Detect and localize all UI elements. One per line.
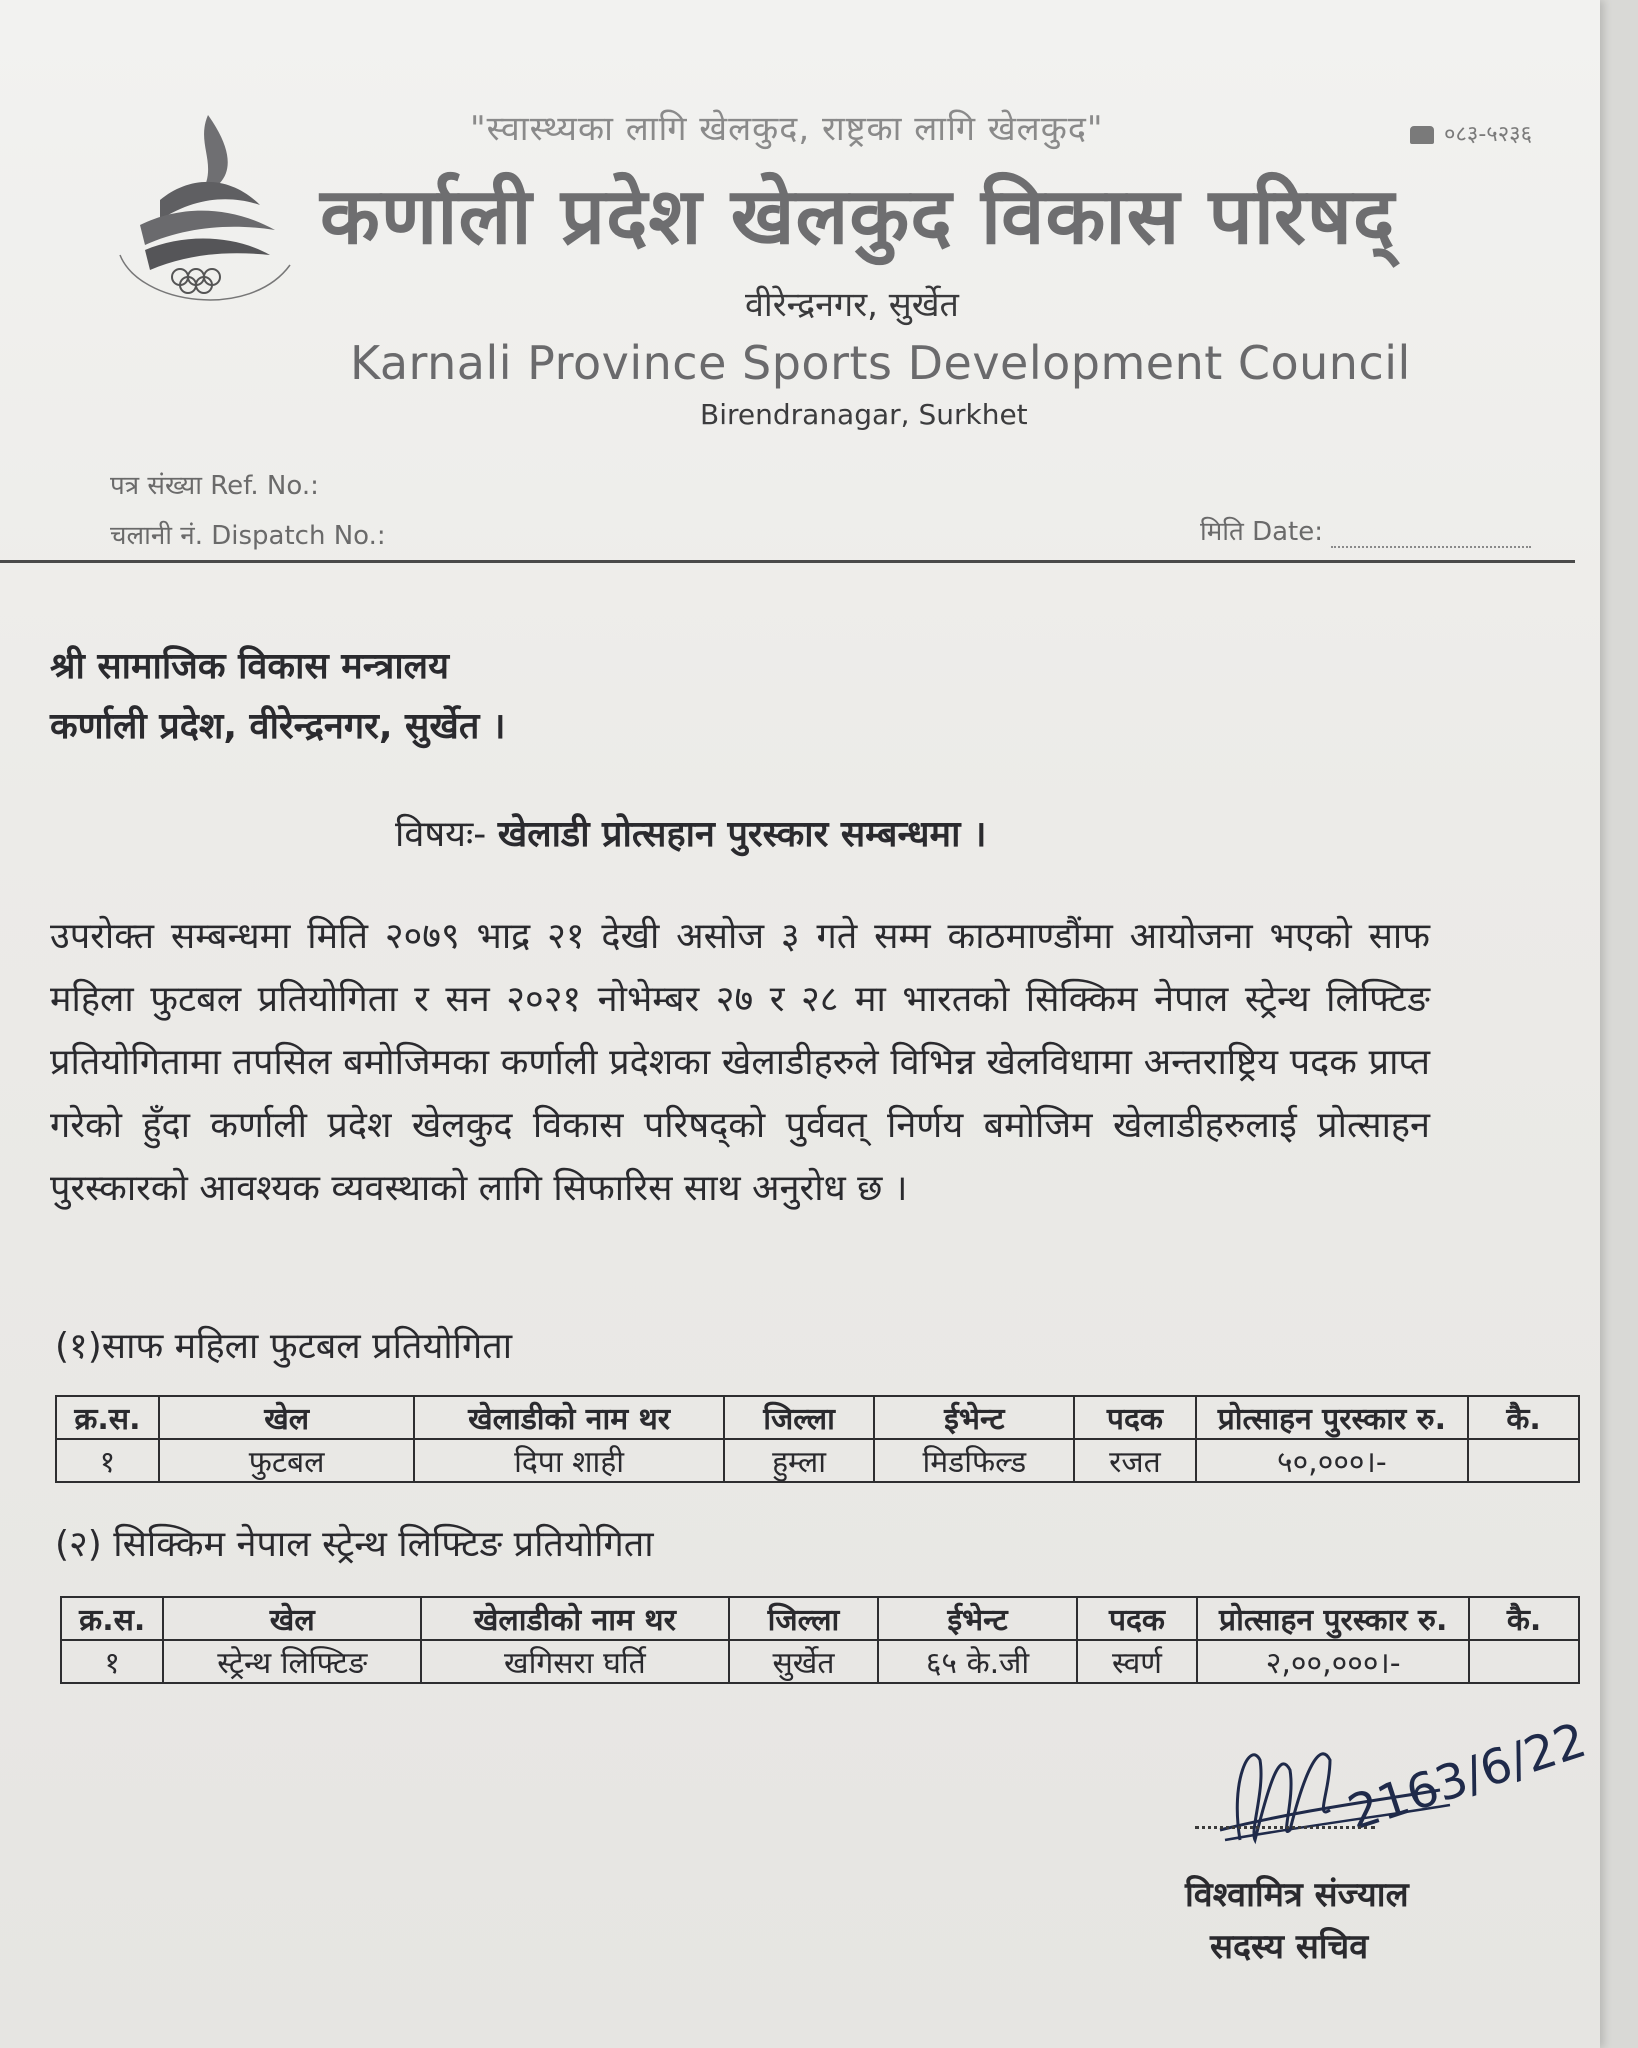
- signature-line: [1195, 1826, 1375, 1829]
- handwritten-signature: [1180, 1690, 1600, 1880]
- section-2-title: (२) सिक्किम नेपाल स्ट्रेन्थ लिफ्टिङ प्रतियोगिता: [55, 1524, 654, 1565]
- motto: "स्वास्थ्यका लागि खेलकुद, राष्ट्रका लागि खेलकुद": [470, 109, 1104, 149]
- org-name-english: Karnali Province Sports Development Council: [350, 336, 1411, 390]
- col-player: खेलाडीको नाम थर: [414, 1396, 723, 1439]
- cell-medal: रजत: [1074, 1439, 1195, 1482]
- col-sn: क्र.स.: [61, 1597, 163, 1640]
- table-row: [56, 1439, 1579, 1482]
- city-english: Birendranagar, Surkhet: [700, 398, 1028, 431]
- date-field: [1200, 512, 1531, 548]
- col-event: ईभेन्ट: [878, 1597, 1076, 1640]
- cell-district: सुर्खेत: [729, 1640, 879, 1683]
- col-reward: प्रोत्साहन पुरस्कार रु.: [1197, 1597, 1469, 1640]
- date-blank: [1331, 524, 1531, 548]
- col-remarks: कै.: [1469, 1597, 1579, 1640]
- cell-sn: १: [61, 1640, 163, 1683]
- cell-reward: २,००,०००।-: [1197, 1640, 1469, 1683]
- body-paragraph: उपरोक्त सम्बन्धमा मिति २०७९ भाद्र २१ देखी असोज ३ गते सम्म काठमाण्डौंमा आयोजना भएको साफ महिला फुटबल प्रतियोगिता र सन २०२१ नोभेम्बर २७ र २८ मा भारतको सिक्किम नेपाल स्ट्रेन्थ लिफ्टिङ प्रतियोगितामा तपसिल बमोजिमका कर्णाली प्रदेशका खेलाडीहरुले विभिन्न खेलविधामा अन्तराष्ट्रिय पदक प्राप्त गरेको हुँदा कर्णाली प्रदेश खेलकुद विकास परिषद्को पुर्ववत् निर्णय बमोजिम खेलाडीहरुलाई प्रोत्साहन पुरस्कारको आवश्यक व्यवस्थाको लागि सिफारिस साथ अनुरोध छ ।: [50, 916, 1430, 1209]
- section-1-title: (१)साफ महिला फुटबल प्रतियोगिता: [55, 1326, 513, 1367]
- subject-text: खेलाडी प्रोत्सहान पुरस्कार सम्बन्धमा ।: [497, 814, 987, 855]
- cell-remarks: [1468, 1439, 1579, 1482]
- col-sn: क्र.स.: [56, 1396, 159, 1439]
- col-remarks: कै.: [1468, 1396, 1579, 1439]
- date-label: मिति Date:: [1200, 517, 1324, 547]
- col-sport: खेल: [159, 1396, 415, 1439]
- handwritten-date: 2163/6/22: [1341, 1712, 1593, 1842]
- col-medal: पदक: [1074, 1396, 1195, 1439]
- cell-sn: १: [56, 1439, 159, 1482]
- col-sport: खेल: [163, 1597, 421, 1640]
- cell-event: मिडफिल्ड: [874, 1439, 1074, 1482]
- cell-sport: फुटबल: [159, 1439, 415, 1482]
- ref-number: पत्र संख्या Ref. No.:: [110, 471, 319, 501]
- cell-district: हुम्ला: [724, 1439, 875, 1482]
- col-district: जिल्ला: [729, 1597, 879, 1640]
- cell-player: खगिसरा घर्ति: [421, 1640, 729, 1683]
- signer-title: सदस्य सचिव: [1210, 1927, 1369, 1967]
- col-player: खेलाडीको नाम थर: [421, 1597, 729, 1640]
- col-medal: पदक: [1077, 1597, 1198, 1640]
- table-header-row: [56, 1396, 1579, 1439]
- col-reward: प्रोत्साहन पुरस्कार रु.: [1196, 1396, 1468, 1439]
- cell-event: ६५ के.जी: [878, 1640, 1076, 1683]
- subject-line: [395, 808, 987, 857]
- cell-medal: स्वर्ण: [1077, 1640, 1198, 1683]
- cell-remarks: [1469, 1640, 1579, 1683]
- recipient-line-2: कर्णाली प्रदेश, वीरेन्द्रनगर, सुर्खेत ।: [50, 706, 506, 747]
- table-header-row: [61, 1597, 1579, 1640]
- phone-number-text: ०८३-५२३६: [1444, 122, 1533, 147]
- phone-icon: [1410, 126, 1434, 144]
- recipient-line-1: श्री सामाजिक विकास मन्त्रालय: [50, 646, 449, 687]
- signer-name: विश्वामित्र संज्याल: [1185, 1875, 1409, 1915]
- cell-reward: ५०,०००।-: [1196, 1439, 1468, 1482]
- col-district: जिल्ला: [724, 1396, 875, 1439]
- council-logo: [100, 105, 300, 325]
- city-nepali: वीरेन्द्रनगर, सुर्खेत: [745, 285, 959, 325]
- table-row: [61, 1640, 1579, 1683]
- header-divider: [0, 560, 1575, 563]
- org-name-nepali: कर्णाली प्रदेश खेलकुद विकास परिषद्: [320, 172, 1396, 262]
- section-2-table: [60, 1596, 1580, 1684]
- dispatch-number: चलानी नं. Dispatch No.:: [110, 521, 386, 551]
- cell-sport: स्ट्रेन्थ लिफ्टिङ: [163, 1640, 421, 1683]
- subject-label: विषयः-: [395, 814, 487, 855]
- phone-number: [1410, 118, 1532, 148]
- cell-player: दिपा शाही: [414, 1439, 723, 1482]
- section-1-table: [55, 1395, 1580, 1483]
- col-event: ईभेन्ट: [874, 1396, 1074, 1439]
